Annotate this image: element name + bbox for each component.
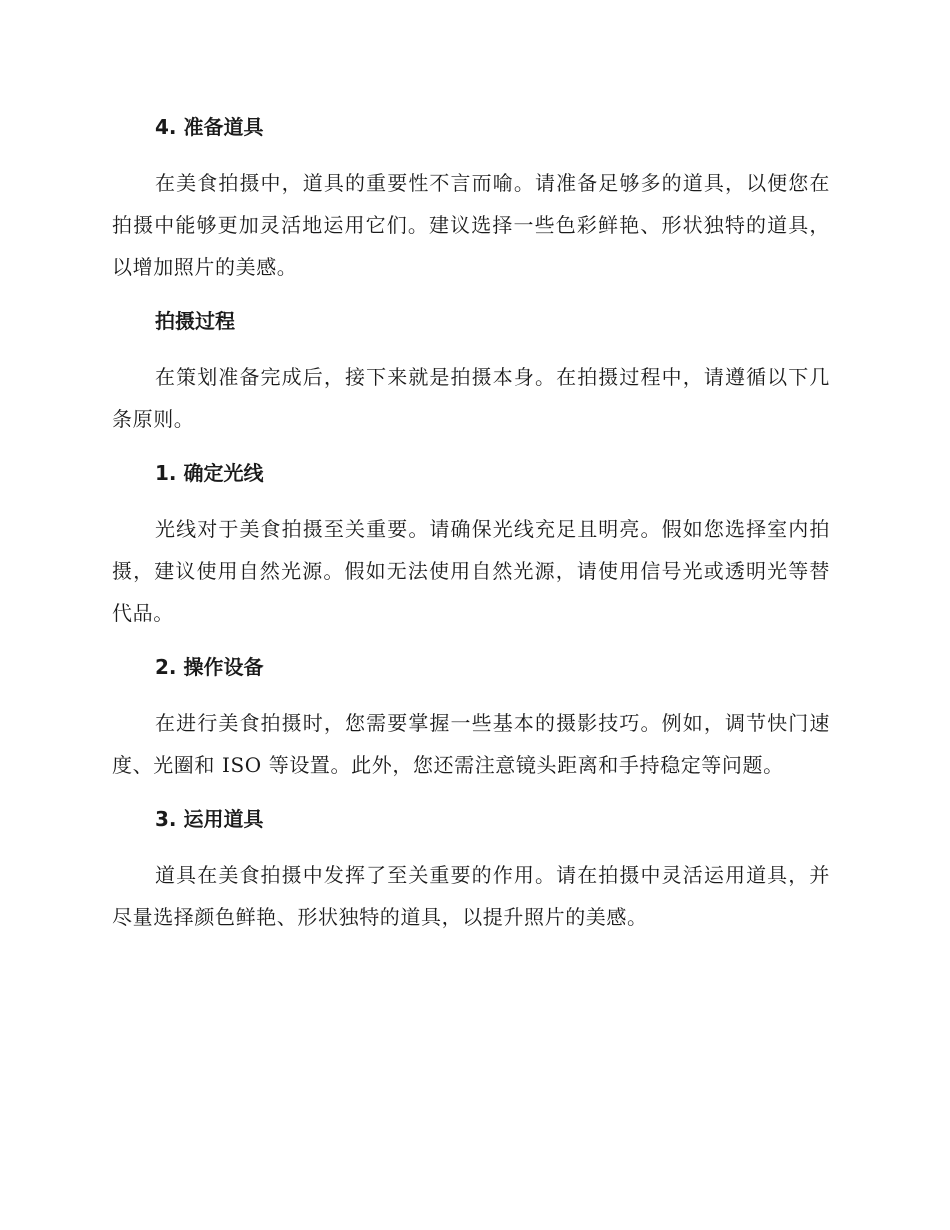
section-heading-lighting: 1. 确定光线 <box>155 461 264 485</box>
section-heading-prepare-props: 4. 准备道具 <box>155 115 264 139</box>
section-heading-operate-equipment: 2. 操作设备 <box>155 655 264 679</box>
section-paragraph-use-props: 道具在美食拍摄中发挥了至关重要的作用。请在拍摄中灵活运用道具，并尽量选择颜色鲜艳、形状独特的道具，以提升照片的美感。 <box>112 863 830 929</box>
section-paragraph-lighting: 光线对于美食拍摄至关重要。请确保光线充足且明亮。假如您选择室内拍摄，建议使用自然光源。假如无法使用自然光源，请使用信号光或透明光等替代品。 <box>112 517 830 625</box>
document-body <box>112 108 830 938</box>
section-paragraph-shooting-process: 在策划准备完成后，接下来就是拍摄本身。在拍摄过程中，请遵循以下几条原则。 <box>112 365 830 431</box>
section-paragraph-operate-equipment: 在进行美食拍摄时，您需要掌握一些基本的摄影技巧。例如，调节快门速度、光圈和 ISO 等设置。此外，您还需注意镜头距离和手持稳定等问题。 <box>112 711 830 777</box>
section-paragraph-prepare-props: 在美食拍摄中，道具的重要性不言而喻。请准备足够多的道具，以便您在拍摄中能够更加灵活地运用它们。建议选择一些色彩鲜艳、形状独特的道具，以增加照片的美感。 <box>112 171 830 279</box>
section-heading-use-props: 3. 运用道具 <box>155 807 264 831</box>
section-heading-shooting-process: 拍摄过程 <box>155 309 235 333</box>
